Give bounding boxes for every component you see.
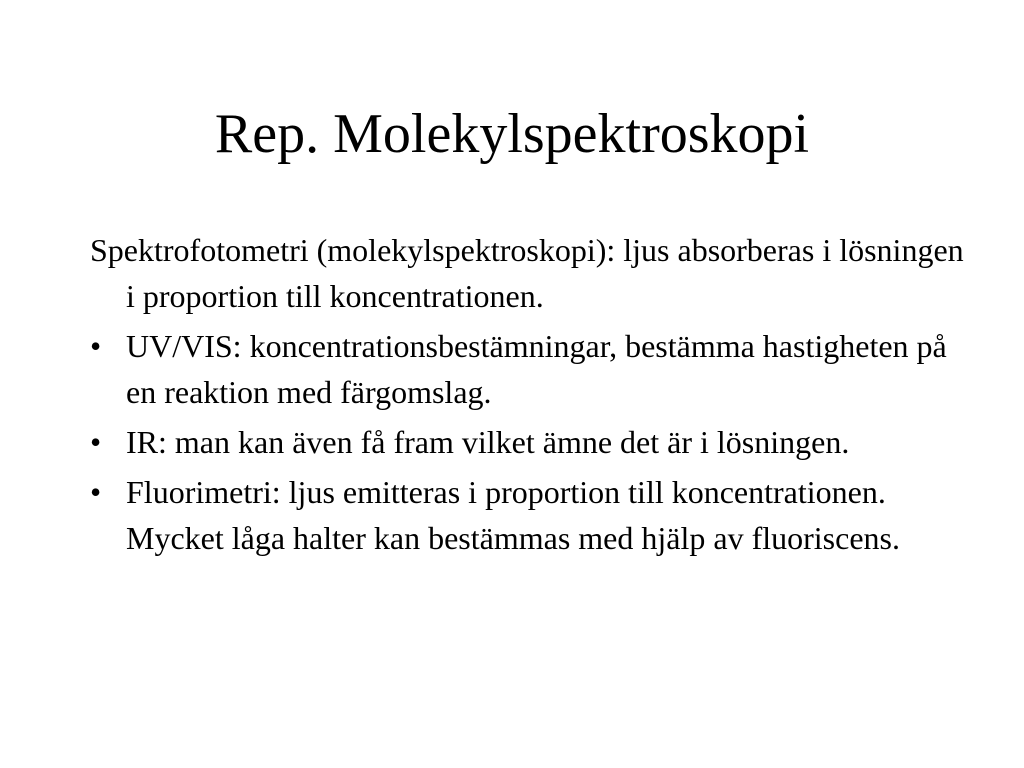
intro-paragraph: Spektrofotometri (molekylspektroskopi): ljus absorberas i lösningen i proportion till koncentrationen. (90, 232, 964, 314)
bullet-icon: • (90, 328, 102, 364)
bullet-item-uv-vis (90, 323, 970, 415)
bullet-item-fluorimetri (90, 469, 970, 561)
bullet-text: UV/VIS: koncentrationsbestämningar, bestämma hastigheten på en reaktion med färgomslag. (126, 328, 947, 410)
bullet-text: IR: man kan även få fram vilket ämne det är i lösningen. (126, 424, 850, 460)
bullet-item-ir (90, 419, 970, 465)
slide-title: Rep. Molekylspektroskopi (214, 103, 810, 165)
bullet-icon: • (90, 474, 102, 510)
bullet-text: Fluorimetri: ljus emitteras i proportion till koncentrationen. Mycket låga halter kan bestämmas med hjälp av fluoriscens. (126, 474, 900, 556)
bullet-icon: • (90, 424, 102, 460)
slide-body (90, 227, 970, 565)
